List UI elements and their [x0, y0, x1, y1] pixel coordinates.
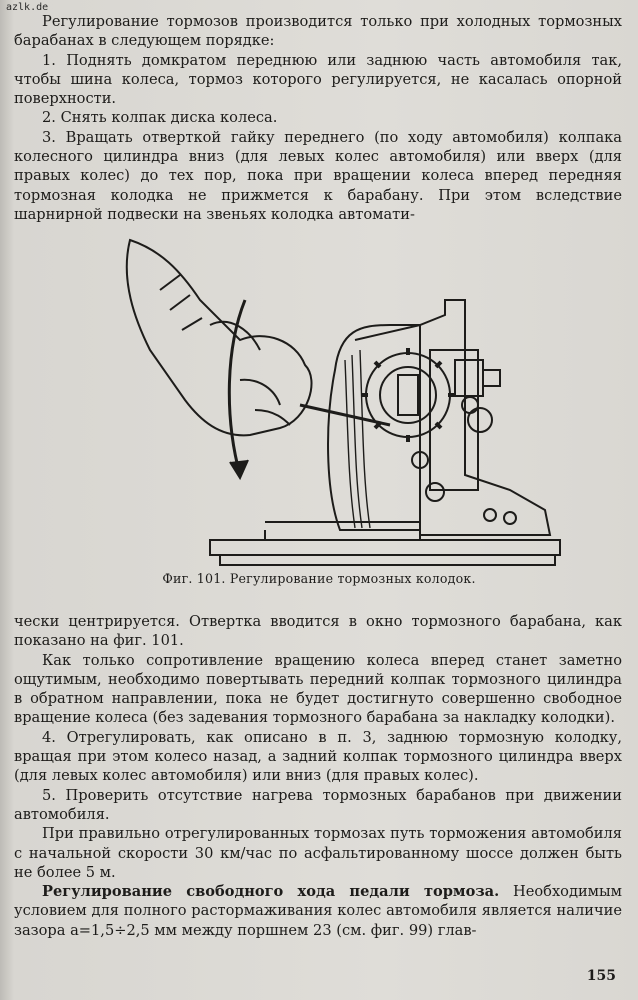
paragraph: 5. Проверить отсутствие нагрева тормозных барабанов при движении автомобиля. — [14, 786, 622, 823]
watermark: azlk.de — [6, 2, 49, 13]
paragraph: чески центрируется. Отвертка вводится в окно тормозного барабана, как показано на фиг. 101. — [14, 613, 622, 650]
hand-screwdriver-brake-drum-illustration — [90, 230, 570, 575]
paragraph: 1. Поднять домкратом переднюю или заднюю часть автомобиля так, чтобы шина колеса, тормоз которого регулируется, не касалась опорной поверхности. — [14, 51, 622, 108]
paragraph: Как только сопротивление вращению колеса вперед станет заметно ощутимым, необходимо повертывать передний колпак тормозного цилиндра в обратном направлении, пока не будет достигнуто совершенно свободное вращение колеса (без задевания тормозного барабана за накладку колодки). — [14, 651, 622, 727]
text-block-top — [14, 12, 622, 224]
text-block-bottom — [14, 612, 622, 940]
section-body: Необходимым условием для полного растормаживания колес автомобиля является наличие зазора a=1,5÷2,5 мм между поршнем 23 (см. фиг. 99) глав- — [14, 883, 623, 939]
paragraph: 2. Снять колпак диска колеса. — [42, 109, 278, 127]
paragraph-section — [14, 882, 622, 940]
section-heading: Регулирование свободного хода педали тормоза. — [42, 883, 500, 901]
page-number: 155 — [586, 968, 616, 984]
paragraph: При правильно отрегулированных тормозах путь торможения автомобиля с начальной скорости 30 км/час по асфальтированному шоссе должен быть не более 5 м. — [14, 825, 622, 881]
paragraph: 4. Отрегулировать, как описано в п. 3, заднюю тормозную колодку, вращая при этом колесо назад, а задний колпак тормозного цилиндра вверх (для левых колес автомобиля) или вниз (для правых колес). — [14, 728, 622, 785]
paragraph: 3. Вращать отверткой гайку переднего (по ходу автомобиля) колпака колесного цилиндра вниз (для левых колес автомобиля) или вверх (для правых колес) до тех пор, пока при вращении колеса вперед передняя тормозная колодка не прижмется к барабану. При этом вследствие шарнирной подвески на звеньях колодка автомати- — [14, 128, 622, 223]
paragraph: Регулирование тормозов производится только при холодных тормозных барабанах в следующем порядке: — [14, 13, 622, 50]
figure-caption: Фиг. 101. Регулирование тормозных колодок. — [162, 571, 476, 586]
